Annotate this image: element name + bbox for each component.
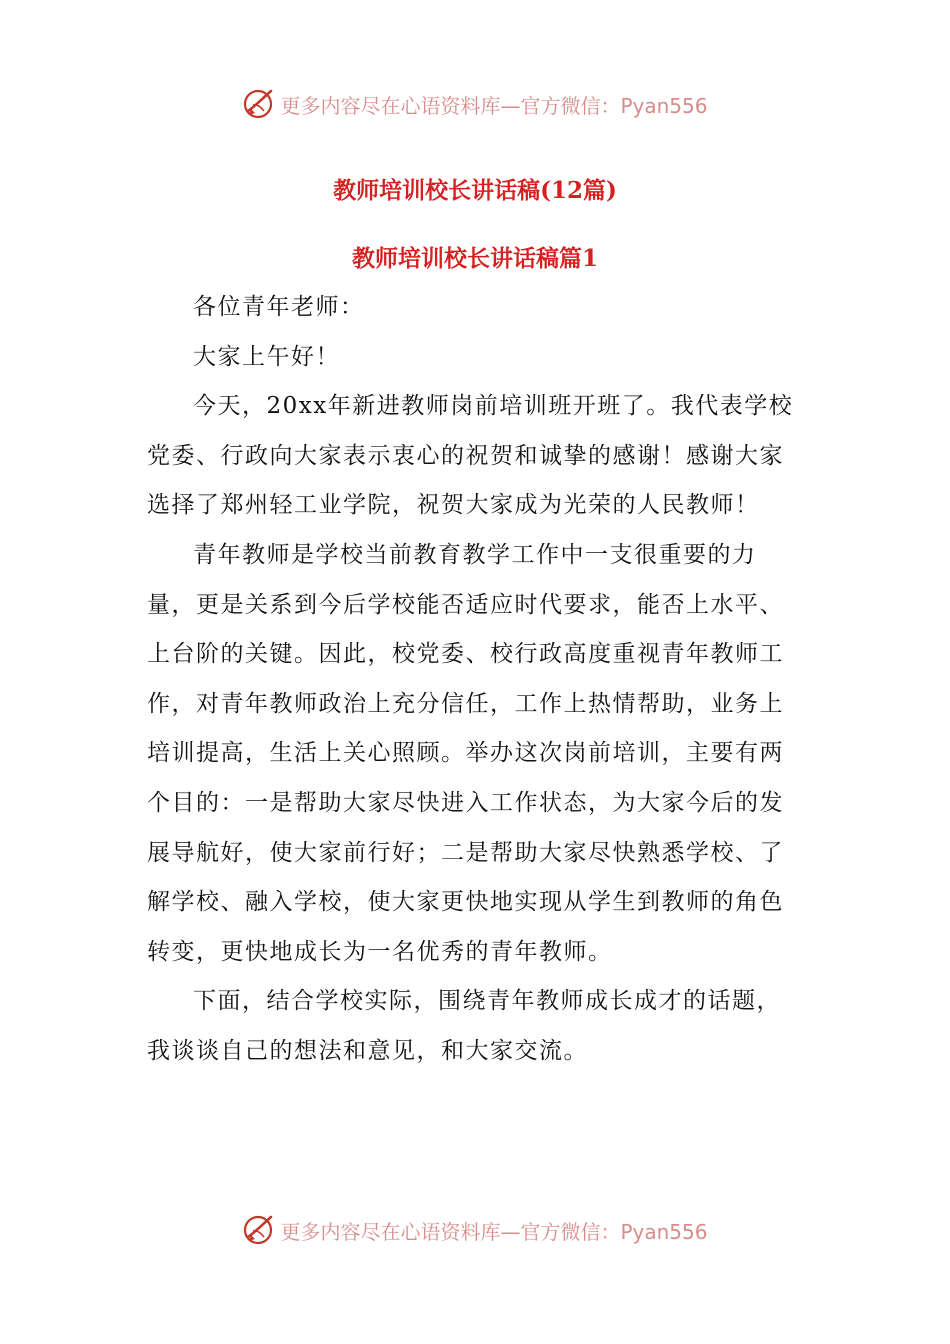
watermark-text: 更多内容尽在心语资料库—官方微信：Pyan556	[280, 93, 708, 118]
paragraph: 各位青年老师：	[193, 294, 365, 320]
pen-circle-icon	[242, 1213, 276, 1247]
paragraph: 青年教师是学校当前教育教学工作中一支很重要的力量，更是关系到今后学校能否适应时代要求，能否上水平、上台阶的关键。因此，校党委、校行政高度重视青年教师工作，对青年教师政治上充分信任，工作上热情帮助，业务上培训提高，生活上关心照顾。举办这次岗前培训，主要有两个目的：一是帮助大家尽快进入工作状态，为大家今后的发展导航好，使大家前行好；二是帮助大家尽快熟悉学校、了解学校、融入学校，使大家更快地实现从学生到教师的角色转变，更快地成长为一名优秀的青年教师。	[147, 541, 784, 965]
document-title: 教师培训校长讲话稿(12篇)	[333, 177, 617, 204]
pen-circle-icon	[242, 87, 276, 121]
paragraph: 下面，结合学校实际，围绕青年教师成长成才的话题，我谈谈自己的想法和意见，和大家交流。	[147, 988, 781, 1064]
paragraph: 大家上午好！	[193, 343, 340, 370]
footer-watermark	[0, 1208, 950, 1252]
paragraph: 今天，20xx年新进教师岗前培训班开班了。我代表学校党委、行政向大家表示衷心的祝贺和诚挚的感谢！感谢大家选择了郑州轻工业学院，祝贺大家成为光荣的人民教师！	[147, 393, 794, 519]
section-title: 教师培训校长讲话稿篇1	[351, 245, 598, 272]
document-body	[147, 283, 797, 1077]
header-watermark	[0, 82, 950, 126]
watermark-text: 更多内容尽在心语资料库—官方微信：Pyan556	[280, 1219, 708, 1244]
